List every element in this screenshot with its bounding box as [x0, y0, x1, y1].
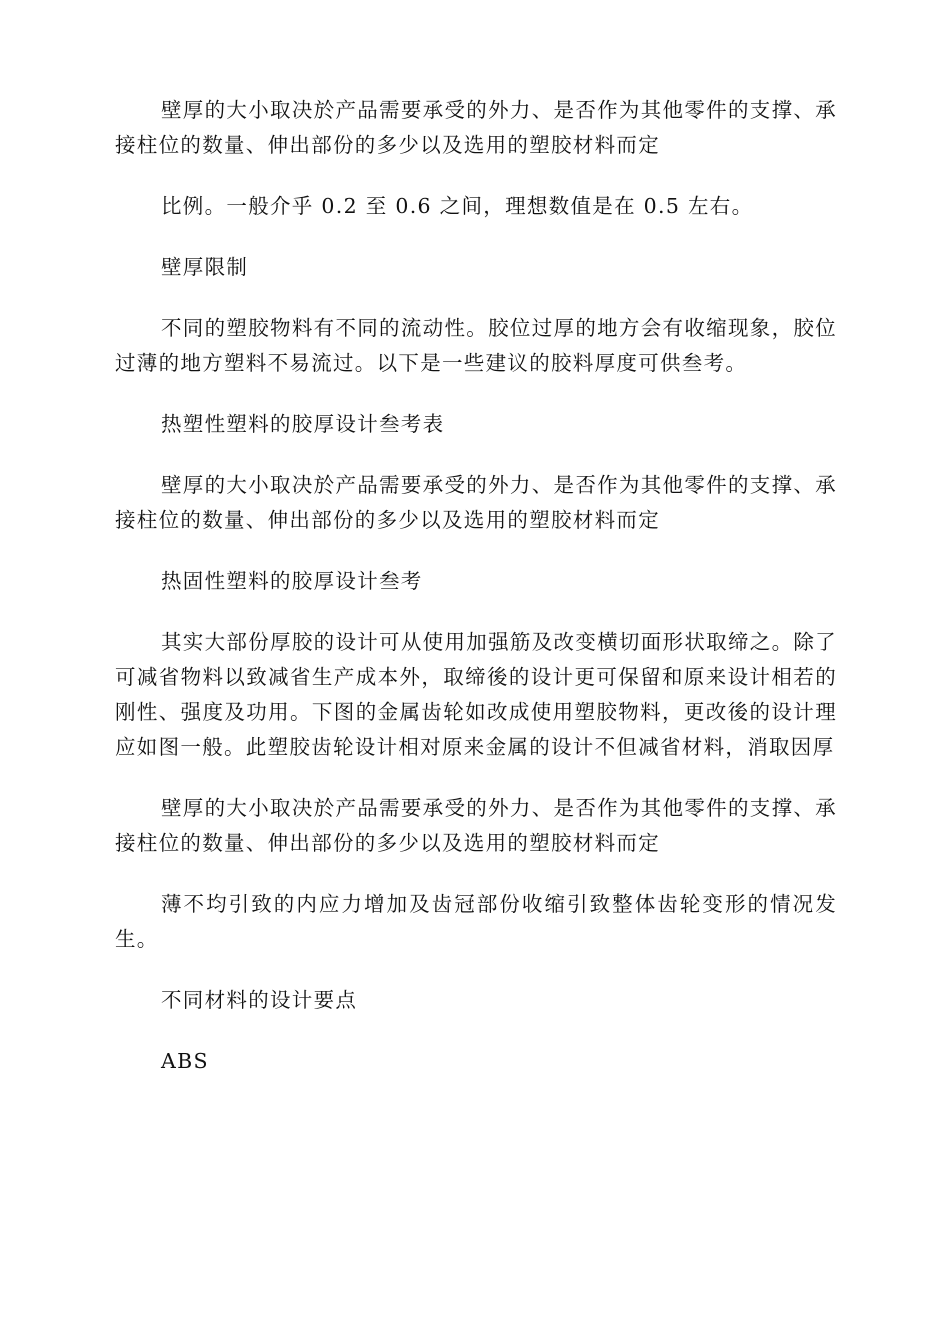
paragraph-ratio: 比例。一般介乎 0.2 至 0.6 之间，理想数值是在 0.5 左右。 [161, 194, 754, 218]
document-body [115, 93, 837, 1105]
heading-thermoset-reference: 热固性塑料的胶厚设计叁考 [161, 569, 423, 593]
heading-thermoplastic-table: 热塑性塑料的胶厚设计叁考表 [161, 412, 445, 436]
paragraph-wall-thickness-intro-2: 壁厚的大小取决於产品需要承受的外力、是否作为其他零件的支撑、承接柱位的数量、伸出部份的多少以及选用的塑胶材料而定 [115, 473, 837, 532]
paragraph-flowability: 不同的塑胶物料有不同的流动性。胶位过厚的地方会有收缩现象，胶位过薄的地方塑料不易流过。以下是一些建议的胶料厚度可供叁考。 [115, 316, 837, 375]
paragraph-gear-deformation: 薄不均引致的内应力增加及齿冠部份收缩引致整体齿轮变形的情况发生。 [115, 892, 837, 951]
heading-abs: ABS [161, 1049, 209, 1073]
paragraph-wall-thickness-intro-3: 壁厚的大小取决於产品需要承受的外力、是否作为其他零件的支撑、承接柱位的数量、伸出部份的多少以及选用的塑胶材料而定 [115, 796, 837, 855]
paragraph-gear-design: 其实大部份厚胶的设计可从使用加强筋及改变横切面形状取缔之。除了可减省物料以致减省生产成本外，取缔後的设计更可保留和原来设计相若的刚性、强度及功用。下图的金属齿轮如改成使用塑胶物料，更改後的设计理应如图一般。此塑胶齿轮设计相对原来金属的设计不但减省材料，消取因厚 [115, 630, 837, 759]
heading-wall-thickness-limit: 壁厚限制 [161, 255, 249, 279]
paragraph-wall-thickness-intro-1: 壁厚的大小取决於产品需要承受的外力、是否作为其他零件的支撑、承接柱位的数量、伸出部份的多少以及选用的塑胶材料而定 [115, 98, 837, 157]
heading-material-design-points: 不同材料的设计要点 [161, 988, 358, 1012]
